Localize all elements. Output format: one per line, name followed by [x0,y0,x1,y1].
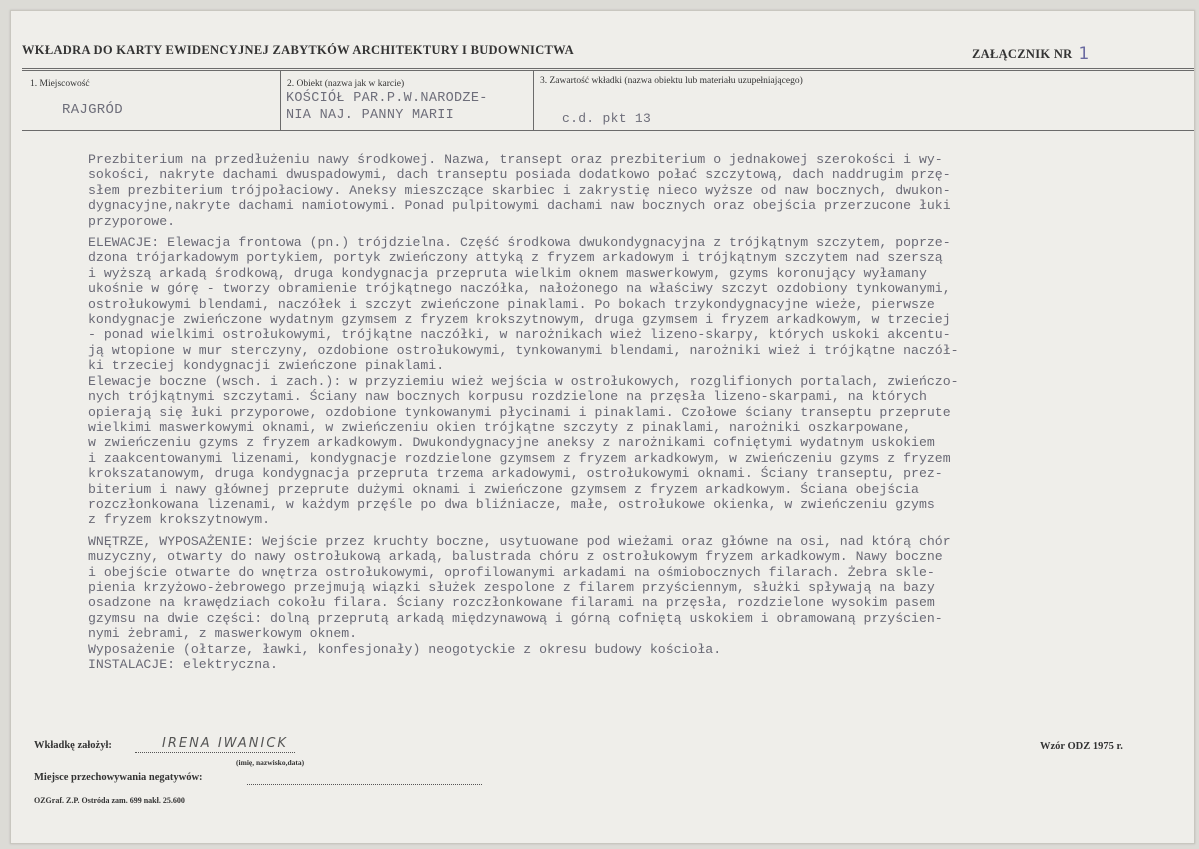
object-value-line1: KOŚCIÓŁ PAR.P.W.NARODZE- [286,91,488,106]
template-label: Wzór ODZ 1975 r. [1040,741,1123,752]
author-signature: IRENA IWANICK [162,736,288,751]
print-info: OZGraf. Z.P. Ostróda zam. 699 nakł. 25.600 [34,796,185,805]
place-label: 1. Miejscowość [30,79,90,89]
storage-label: Miejsce przechowywania negatywów: [34,772,203,783]
object-label: 2. Obiekt (nazwa jak w karcie) [287,79,405,89]
paragraph-interior: WNĘTRZE, WYPOSAŻENIE: Wejście przez kruchty boczne, usytuowane pod wieżami oraz główne na osi, nad którą chór muzyczny, otwarty do nawy ostrołukową arkadą, balustrada chóru z ostrołukowym fryzem arkadkowym. Nawy boczne i obejście otwarte do wnętrza ostrołukowymi, oprofilowanymi arkadami na ośmiobocznych filarach. Żebra skle- pienia krzyżowo-żebrowego przejmują wiązki służek zespolone z filarem przyściennym, służki spływają na bazy osadzone na krawędziach cokołu filara. Ściany rozczłonkowane filarami na przęsła, rozdzielone wysokim pasem gzymsu na dwie części: dolną przeprutą arkadą międzynawową i górną cofniętą uskokiem i obramowaną przyścien- nymi żebrami, z maswerkowym oknem. Wyposażenie (ołtarze, ławki, konfesjonały) neogotyckie z okresu budowy kościoła. [88,533,951,657]
attachment-number-value: 1 [1078,44,1090,64]
attachment-label: ZAŁĄCZNIK NR [972,47,1073,61]
attachment-number [972,43,1090,63]
content-label: 3. Zawartość wkładki (nazwa obiektu lub materiału uzupełniającego) [540,76,803,86]
paragraph-installations: INSTALACJE: elektryczna. [88,657,278,672]
storage-line [247,784,482,785]
place-value: RAJGRÓD [62,102,123,118]
author-line [135,752,295,753]
field-divider-1 [280,70,281,130]
author-label: Wkładkę założył: [34,740,112,751]
object-value-line2: NIA NAJ. PANNY MARII [286,108,455,123]
document-title: WKŁADRA DO KARTY EWIDENCYJNEJ ZABYTKÓW ARCHITEKTURY I BUDOWNICTWA [22,43,574,57]
description-body [88,152,1178,672]
author-sublabel: (imię, nazwisko,data) [236,758,305,767]
header-rule-top-double [22,70,1194,71]
header-rule-bottom [22,130,1194,131]
field-divider-2 [533,70,534,130]
header-rule-top [22,68,1194,69]
content-value: c.d. pkt 13 [562,111,652,126]
paragraph-elevations: ELEWACJE: Elewacja frontowa (pn.) trójdzielna. Część środkowa dwukondygnacyjna z trójkątnym szczytem, poprze- dzona trójarkadowym portykiem, portyk zwieńczony attyką z fryzem arkadowym i trójkątnym szczytem nad szerszą i wyższą arkadą środkową, druga kondygnacja przepruta wielkim oknem maswerkowym, gzyms koronujący wyłamany ukośnie w górę - tworzy obramienie trójkątnego naczółka, nałożonego na właściwy szczyt ozdobiony tynkowanymi, ostrołukowymi blendami, naczółek i szczyt zwieńczone pinaklami. Po bokach trzykondygnacyjne wieże, pierwsze kondygnacje zwieńczone wydatnym gzymsem z fryzem krokszytnowym, druga gzymsem i fryzem arkadkowym, w trzeciej - ponad wielkimi ostrołukowymi, trójkątne naczółki, w narożnikach wież lizeno-skarpy, których uskoki akcentu- ją wtopione w mur sterczyny, ozdobione ostrołukowymi, tynkowanymi blendami, narożniki wież i trójkątne naczół- ki trzeciej kondygnacji zwieńczone pinaklami. Elewacje boczne (wsch. i zach.): w przyziemiu wież wejścia w ostrołukowych, rozglifionych portalach, zwieńczo- nych trójkątnymi szczytami. Ściany naw bocznych korpusu rozdzielone na przęsła lizeno-skarpami, na których opierają się łuki przyporowe, ozdobione tynkowanymi płycinami i pinaklami. Czołowe ściany transeptu przeprute wielkimi maswerkowymi oknami, w zwieńczeniu okien trójkątne szczyty z pinaklami, narożniki oszkarpowane, w zwieńczeniu gzyms z fryzem arkadkowym. Dwukondygnacyjne aneksy z narożnikami cofniętymi wydatnym uskokiem i zaakcentowanymi lizenami, kondygnacje rozdzielone gzymsem z fryzem arkadkowym, w zwieńczeniu gzyms z fryzem krokszatanowym, druga kondygnacja przepruta trzema arkadowymi, ostrołukowymi oknami. Ściany transeptu, prez- biterium i nawy głównej przeprute dużymi oknami i zwieńczone gzymsem z fryzem arkadkowym. Ściana obejścia rozczłonkowana lizenami, w każdym przęśle po dwa bliźniacze, małe, ostrołukowe okienka, w zwieńczeniu gzyms z fryzem krokszytnowym. [88,235,959,528]
paragraph-roofs: Prezbiterium na przedłużeniu nawy środkowej. Nazwa, transept oraz prezbiterium o jednakowej szerokości i wy- sokości, nakryte dachami dwuspadowymi, dach transeptu posiada dodatkowo połać szczytową, dach naddrugim przę- słem prezbiterium trójpołaciowy. Aneksy mieszczące skarbiec i zakrystię nieco wyższe od naw bocznych, dwukon- dygnacyjne,nakryte dachami namiotowymi. Ponad pulpitowymi dachami naw bocznych oraz obejścia przerzucone łuki przyporowe. [88,152,951,229]
